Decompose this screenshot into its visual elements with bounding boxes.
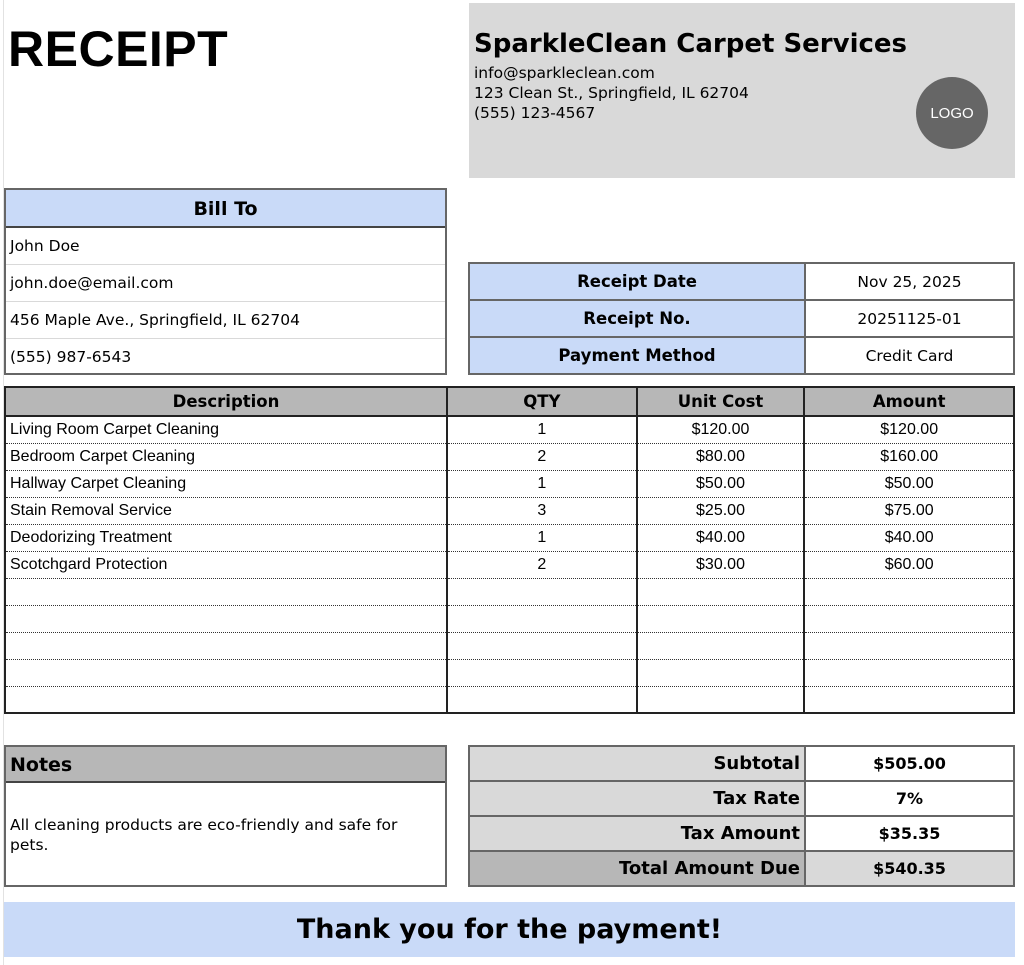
company-email: info@sparkleclean.com — [474, 64, 655, 82]
item-unit-cost-cell[interactable] — [637, 686, 805, 713]
tax-rate-label: Tax Rate — [469, 781, 805, 816]
table-row — [5, 659, 1014, 686]
total-due-label: Total Amount Due — [469, 851, 805, 886]
subtotal-value[interactable]: $505.00 — [805, 746, 1014, 781]
thank-you-banner: Thank you for the payment! — [4, 902, 1015, 957]
col-header-amount: Amount — [804, 387, 1014, 416]
payment-method-value[interactable]: Credit Card — [805, 337, 1014, 374]
totals-table — [468, 745, 1015, 887]
item-qty-cell[interactable] — [447, 659, 637, 686]
receipt-info-table — [468, 262, 1015, 375]
bill-to-section — [4, 188, 447, 375]
items-header-row — [5, 387, 1014, 416]
payment-method-label: Payment Method — [469, 337, 805, 374]
company-name: SparkleClean Carpet Services — [474, 29, 908, 59]
col-header-unit-cost: Unit Cost — [637, 387, 805, 416]
totals-row — [469, 816, 1014, 851]
tax-amount-label: Tax Amount — [469, 816, 805, 851]
receipt-date-label: Receipt Date — [469, 263, 805, 300]
logo-text: LOGO — [930, 104, 974, 122]
item-description-cell[interactable]: Stain Removal Service — [5, 497, 447, 524]
total-due-row — [469, 851, 1014, 886]
item-description-cell[interactable]: Hallway Carpet Cleaning — [5, 470, 447, 497]
bill-to-address[interactable]: 456 Maple Ave., Springfield, IL 62704 — [6, 302, 445, 339]
col-header-qty: QTY — [447, 387, 637, 416]
item-qty-cell[interactable]: 2 — [447, 443, 637, 470]
table-row — [5, 686, 1014, 713]
table-row — [5, 605, 1014, 632]
item-amount-cell[interactable]: $60.00 — [804, 551, 1014, 578]
item-unit-cost-cell[interactable]: $80.00 — [637, 443, 805, 470]
item-amount-cell[interactable] — [804, 659, 1014, 686]
item-unit-cost-cell[interactable] — [637, 605, 805, 632]
company-header — [469, 3, 1015, 178]
items-table — [4, 386, 1015, 714]
item-amount-cell[interactable]: $160.00 — [804, 443, 1014, 470]
item-qty-cell[interactable] — [447, 686, 637, 713]
item-amount-cell[interactable]: $75.00 — [804, 497, 1014, 524]
bill-to-phone[interactable]: (555) 987-6543 — [10, 348, 132, 366]
item-description-cell[interactable] — [5, 632, 447, 659]
table-row — [5, 524, 1014, 551]
item-unit-cost-cell[interactable]: $40.00 — [637, 524, 805, 551]
item-description-cell[interactable]: Living Room Carpet Cleaning — [5, 416, 447, 443]
item-unit-cost-cell[interactable]: $30.00 — [637, 551, 805, 578]
subtotal-label: Subtotal — [469, 746, 805, 781]
table-row — [5, 470, 1014, 497]
total-due-value[interactable]: $540.35 — [805, 851, 1014, 886]
item-qty-cell[interactable]: 1 — [447, 416, 637, 443]
item-description-cell[interactable]: Bedroom Carpet Cleaning — [5, 443, 447, 470]
item-qty-cell[interactable]: 1 — [447, 470, 637, 497]
item-amount-cell[interactable]: $120.00 — [804, 416, 1014, 443]
item-amount-cell[interactable] — [804, 578, 1014, 605]
receipt-info-row — [469, 300, 1014, 337]
company-phone: (555) 123-4567 — [474, 104, 596, 122]
bill-to-email[interactable]: john.doe@email.com — [6, 265, 445, 302]
totals-row — [469, 781, 1014, 816]
tax-rate-value[interactable]: 7% — [805, 781, 1014, 816]
receipt-title: RECEIPT — [8, 21, 229, 77]
bill-to-heading: Bill To — [6, 190, 445, 228]
item-unit-cost-cell[interactable] — [637, 659, 805, 686]
item-amount-cell[interactable]: $40.00 — [804, 524, 1014, 551]
item-description-cell[interactable]: Scotchgard Protection — [5, 551, 447, 578]
item-unit-cost-cell[interactable]: $25.00 — [637, 497, 805, 524]
notes-heading: Notes — [6, 747, 445, 783]
table-row — [5, 443, 1014, 470]
item-description-cell[interactable]: Deodorizing Treatment — [5, 524, 447, 551]
company-logo — [916, 77, 988, 149]
item-qty-cell[interactable]: 3 — [447, 497, 637, 524]
item-description-cell[interactable] — [5, 659, 447, 686]
receipt-info-row — [469, 263, 1014, 300]
item-qty-cell[interactable] — [447, 605, 637, 632]
table-row — [5, 578, 1014, 605]
receipt-date-value[interactable]: Nov 25, 2025 — [805, 263, 1014, 300]
col-header-description: Description — [5, 387, 447, 416]
company-address: 123 Clean St., Springfield, IL 62704 — [474, 84, 749, 102]
item-description-cell[interactable] — [5, 605, 447, 632]
item-unit-cost-cell[interactable]: $120.00 — [637, 416, 805, 443]
bill-to-name[interactable]: John Doe — [6, 228, 445, 265]
item-qty-cell[interactable]: 2 — [447, 551, 637, 578]
item-amount-cell[interactable]: $50.00 — [804, 470, 1014, 497]
receipt-info-row — [469, 337, 1014, 374]
notes-text[interactable]: All cleaning products are eco-friendly and safe for pets. — [10, 816, 398, 854]
item-amount-cell[interactable] — [804, 632, 1014, 659]
item-amount-cell[interactable] — [804, 686, 1014, 713]
table-row — [5, 497, 1014, 524]
item-unit-cost-cell[interactable]: $50.00 — [637, 470, 805, 497]
receipt-number-value[interactable]: 20251125-01 — [805, 300, 1014, 337]
table-row — [5, 632, 1014, 659]
item-description-cell[interactable] — [5, 686, 447, 713]
item-qty-cell[interactable] — [447, 632, 637, 659]
table-row — [5, 551, 1014, 578]
tax-amount-value[interactable]: $35.35 — [805, 816, 1014, 851]
item-qty-cell[interactable]: 1 — [447, 524, 637, 551]
notes-section — [4, 745, 447, 887]
item-qty-cell[interactable] — [447, 578, 637, 605]
table-row — [5, 416, 1014, 443]
totals-row — [469, 746, 1014, 781]
item-description-cell[interactable] — [5, 578, 447, 605]
item-unit-cost-cell[interactable] — [637, 632, 805, 659]
receipt-number-label: Receipt No. — [469, 300, 805, 337]
item-unit-cost-cell[interactable] — [637, 578, 805, 605]
item-amount-cell[interactable] — [804, 605, 1014, 632]
